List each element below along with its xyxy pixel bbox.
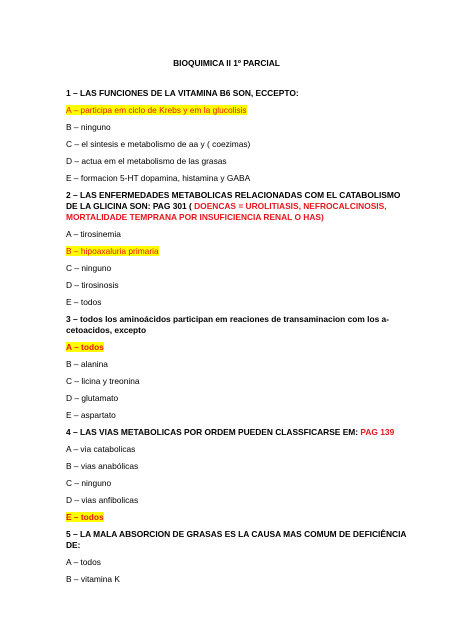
q1-option-d: D – actua em el metabolismo de las grasas xyxy=(66,156,227,166)
question-5: 5 – LA MALA ABSORCION DE GRASAS ES LA CAUSA MAS COMUM DE DEFICIÊNCIA DE: xyxy=(66,529,407,550)
q1-option-a-text: A – participa em ciclo de Krebs y em la glucolisis xyxy=(66,105,247,115)
question-4-text: 4 – LAS VIAS METABOLICAS POR ORDEM PUEDEN CLASSFICARSE EM: xyxy=(66,427,359,437)
question-2 xyxy=(66,190,413,223)
q3-option-d: D – glutamato xyxy=(66,393,119,403)
q1-option-e: E – formacion 5-HT dopamina, histamina y GABA xyxy=(66,173,251,183)
q2-option-d: D – tirosinosis xyxy=(66,280,119,290)
q4-option-b: B – vias anabólicas xyxy=(66,461,139,471)
q1-option-c: C – el sintesis e metabolismo de aa y ( coezimas) xyxy=(66,139,251,149)
q3-option-a-text: A – todos xyxy=(66,342,104,352)
q4-option-e-text: E – todos xyxy=(66,512,104,522)
q3-option-b: B – alanina xyxy=(66,359,108,369)
question-2-text: 2 – LAS ENFERMEDADES METABOLICAS RELACIONADAS COM EL CATABOLISMO DE LA GLICINA SON: PAG 301 ( xyxy=(66,190,401,211)
question-1: 1 – LAS FUNCIONES DE LA VITAMINA B6 SON, ECCEPTO: xyxy=(66,88,299,98)
q2-option-b-text: B – hipoaxaluria primaria xyxy=(66,246,159,256)
q3-option-a xyxy=(66,342,413,353)
q4-option-d: D – vias anfibolicas xyxy=(66,495,139,505)
question-4 xyxy=(66,427,413,438)
q1-option-b: B – ninguno xyxy=(66,122,111,132)
q2-option-a: A – tirosinemia xyxy=(66,229,121,239)
document-title: BIOQUIMICA II 1º PARCIAL xyxy=(173,58,280,68)
q4-option-c: C – ninguno xyxy=(66,478,112,488)
q4-option-e xyxy=(66,512,413,523)
question-3: 3 – todos los aminoácidos participan em reaciones de transaminacion com los a-cetoacidos, excepto xyxy=(66,314,390,335)
q2-option-e: E – todos xyxy=(66,297,102,307)
q1-option-a xyxy=(66,105,413,116)
q5-option-b: B – vitamina K xyxy=(66,574,120,584)
document-body xyxy=(66,88,413,591)
q2-option-c: C – ninguno xyxy=(66,263,112,273)
q5-option-a: A – todos xyxy=(66,557,101,567)
question-4-note: PAG 139 xyxy=(360,427,395,437)
q3-option-c: C – licina y treonina xyxy=(66,376,140,386)
q4-option-a: A – via catabolicas xyxy=(66,444,136,454)
q3-option-e: E – aspartato xyxy=(66,410,116,420)
question-2-note: DOENCAS = UROLITIASIS, NEFROCALCINOSIS, MORTALIDADE TEMPRANA POR INSUFICIENCIA RENAL O HAS) xyxy=(66,201,387,222)
q2-option-b xyxy=(66,246,413,257)
